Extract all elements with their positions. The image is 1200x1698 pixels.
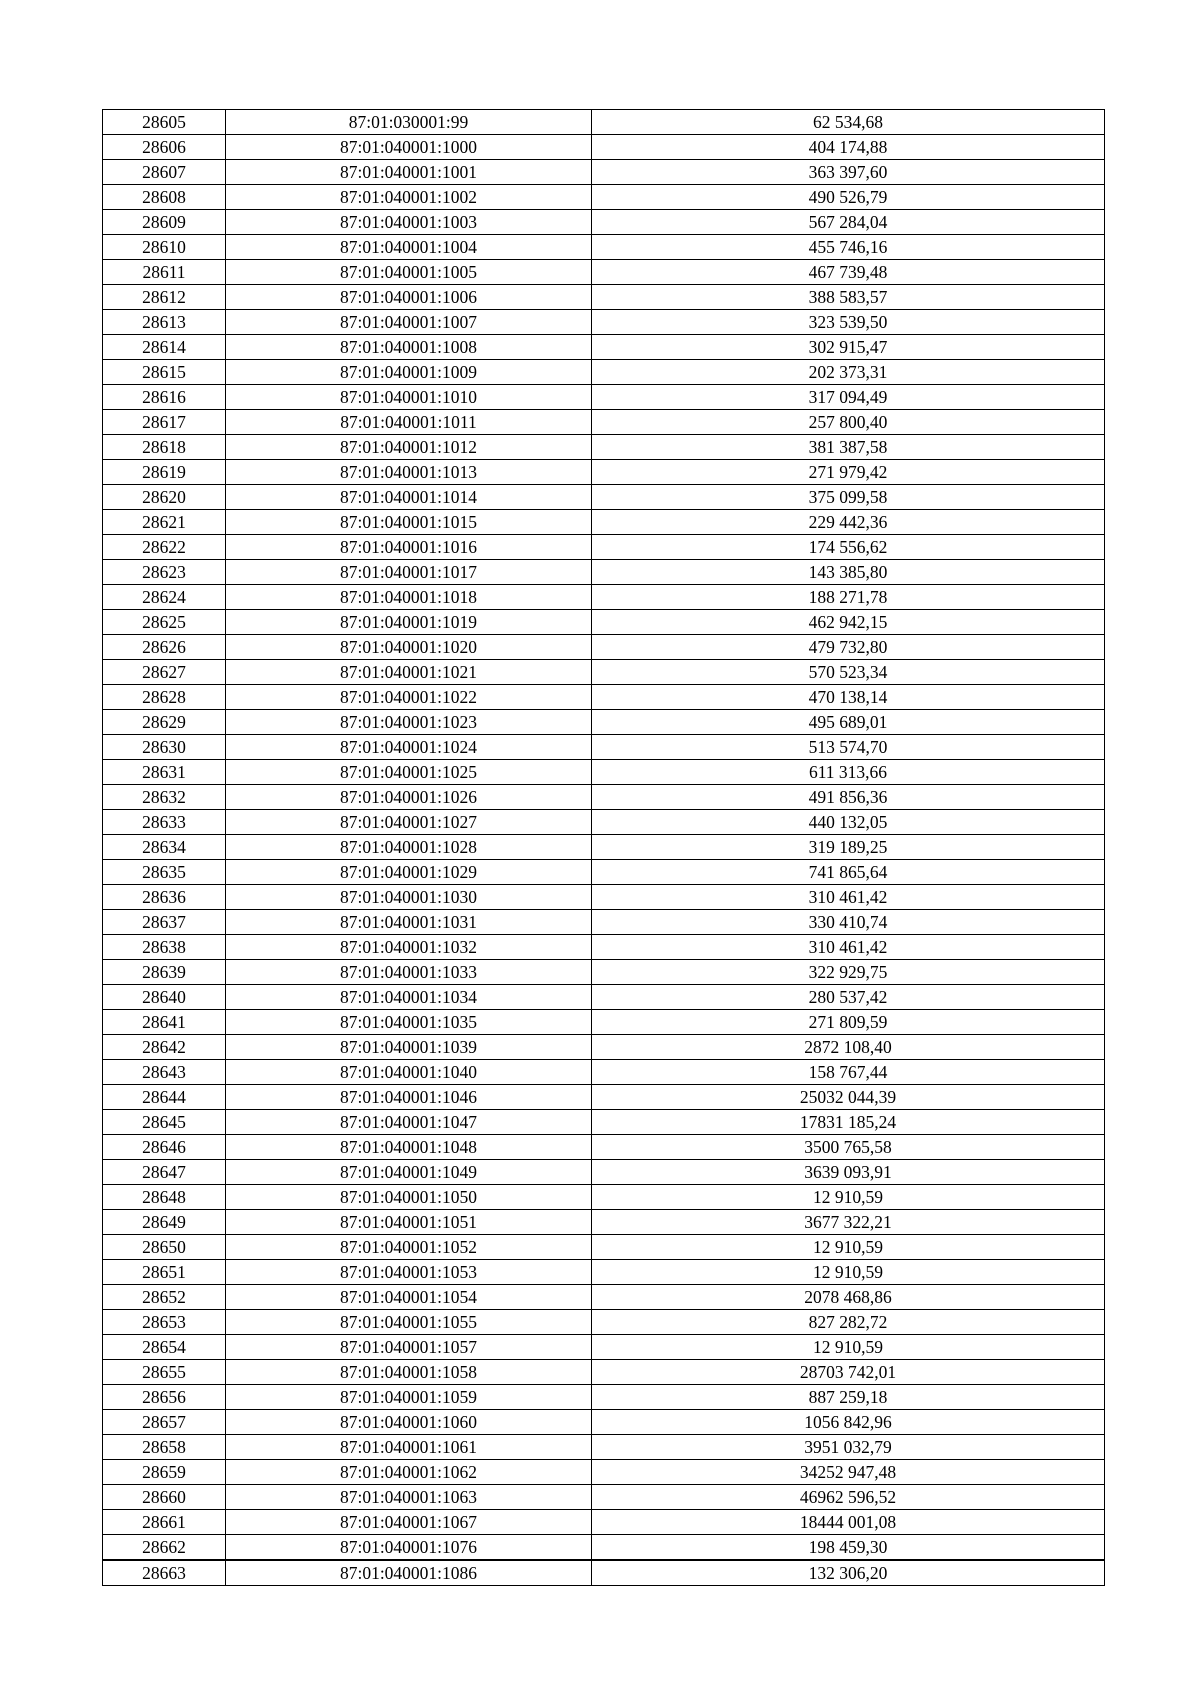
cadastral-number-cell: 87:01:040001:1002: [226, 185, 592, 210]
table-row: [103, 310, 1105, 335]
table-row: [103, 510, 1105, 535]
row-number-cell: 28646: [103, 1135, 226, 1160]
table-row: [103, 535, 1105, 560]
cadastral-number-cell: 87:01:040001:1006: [226, 285, 592, 310]
cadastral-number-cell: 87:01:040001:1007: [226, 310, 592, 335]
cadastral-number-cell: 87:01:040001:1010: [226, 385, 592, 410]
cadastral-number-cell: 87:01:040001:1030: [226, 885, 592, 910]
row-number-cell: 28631: [103, 760, 226, 785]
table-row: [103, 210, 1105, 235]
cadastral-value-cell: 317 094,49: [592, 385, 1105, 410]
row-number-cell: 28653: [103, 1310, 226, 1335]
cadastral-value-cell: 198 459,30: [592, 1535, 1105, 1561]
table-row: [103, 585, 1105, 610]
row-number-cell: 28642: [103, 1035, 226, 1060]
cadastral-value-cell: 470 138,14: [592, 685, 1105, 710]
row-number-cell: 28616: [103, 385, 226, 410]
table-row: [103, 660, 1105, 685]
cadastral-number-cell: 87:01:040001:1023: [226, 710, 592, 735]
cadastral-value-table: [102, 109, 1105, 1586]
cadastral-value-cell: 12 910,59: [592, 1260, 1105, 1285]
cadastral-value-cell: 455 746,16: [592, 235, 1105, 260]
table-row: [103, 910, 1105, 935]
cadastral-number-cell: 87:01:040001:1051: [226, 1210, 592, 1235]
cadastral-value-cell: 12 910,59: [592, 1235, 1105, 1260]
cadastral-number-cell: 87:01:040001:1061: [226, 1435, 592, 1460]
row-number-cell: 28619: [103, 460, 226, 485]
table-row: [103, 1410, 1105, 1435]
table-row: [103, 1510, 1105, 1535]
cadastral-number-cell: 87:01:040001:1008: [226, 335, 592, 360]
cadastral-value-cell: 2872 108,40: [592, 1035, 1105, 1060]
cadastral-number-cell: 87:01:040001:1059: [226, 1385, 592, 1410]
table-row: [103, 735, 1105, 760]
cadastral-value-cell: 490 526,79: [592, 185, 1105, 210]
cadastral-number-cell: 87:01:040001:1020: [226, 635, 592, 660]
cadastral-value-cell: 440 132,05: [592, 810, 1105, 835]
cadastral-value-cell: 280 537,42: [592, 985, 1105, 1010]
row-number-cell: 28615: [103, 360, 226, 385]
row-number-cell: 28635: [103, 860, 226, 885]
row-number-cell: 28609: [103, 210, 226, 235]
cadastral-value-cell: 271 979,42: [592, 460, 1105, 485]
row-number-cell: 28648: [103, 1185, 226, 1210]
cadastral-value-cell: 25032 044,39: [592, 1085, 1105, 1110]
cadastral-value-cell: 46962 596,52: [592, 1485, 1105, 1510]
table-row: [103, 235, 1105, 260]
row-number-cell: 28628: [103, 685, 226, 710]
cadastral-number-cell: 87:01:040001:1022: [226, 685, 592, 710]
table-body: [103, 110, 1105, 1586]
cadastral-value-cell: 143 385,80: [592, 560, 1105, 585]
table-row: [103, 810, 1105, 835]
table-row: [103, 685, 1105, 710]
row-number-cell: 28630: [103, 735, 226, 760]
cadastral-number-cell: 87:01:040001:1003: [226, 210, 592, 235]
row-number-cell: 28658: [103, 1435, 226, 1460]
table-row: [103, 1360, 1105, 1385]
row-number-cell: 28612: [103, 285, 226, 310]
cadastral-number-cell: 87:01:040001:1031: [226, 910, 592, 935]
table-row: [103, 560, 1105, 585]
cadastral-number-cell: 87:01:040001:1021: [226, 660, 592, 685]
cadastral-number-cell: 87:01:040001:1049: [226, 1160, 592, 1185]
cadastral-number-cell: 87:01:040001:1028: [226, 835, 592, 860]
cadastral-value-cell: 132 306,20: [592, 1560, 1105, 1586]
cadastral-number-cell: 87:01:040001:1057: [226, 1335, 592, 1360]
cadastral-number-cell: 87:01:040001:1009: [226, 360, 592, 385]
cadastral-number-cell: 87:01:040001:1027: [226, 810, 592, 835]
table-row: [103, 385, 1105, 410]
cadastral-value-cell: 310 461,42: [592, 935, 1105, 960]
cadastral-number-cell: 87:01:040001:1050: [226, 1185, 592, 1210]
table-row: [103, 435, 1105, 460]
row-number-cell: 28657: [103, 1410, 226, 1435]
row-number-cell: 28634: [103, 835, 226, 860]
table-row: [103, 160, 1105, 185]
cadastral-value-cell: 271 809,59: [592, 1010, 1105, 1035]
row-number-cell: 28659: [103, 1460, 226, 1485]
cadastral-number-cell: 87:01:040001:1058: [226, 1360, 592, 1385]
row-number-cell: 28629: [103, 710, 226, 735]
table-row: [103, 860, 1105, 885]
table-row: [103, 1310, 1105, 1335]
cadastral-value-cell: 887 259,18: [592, 1385, 1105, 1410]
table-row: [103, 1560, 1105, 1586]
cadastral-number-cell: 87:01:040001:1063: [226, 1485, 592, 1510]
row-number-cell: 28627: [103, 660, 226, 685]
cadastral-number-cell: 87:01:040001:1026: [226, 785, 592, 810]
cadastral-number-cell: 87:01:040001:1052: [226, 1235, 592, 1260]
cadastral-value-cell: 567 284,04: [592, 210, 1105, 235]
table-row: [103, 285, 1105, 310]
row-number-cell: 28605: [103, 110, 226, 135]
cadastral-value-cell: 323 539,50: [592, 310, 1105, 335]
cadastral-number-cell: 87:01:040001:1046: [226, 1085, 592, 1110]
table-row: [103, 710, 1105, 735]
table-row: [103, 1335, 1105, 1360]
table-row: [103, 635, 1105, 660]
cadastral-number-cell: 87:01:040001:1005: [226, 260, 592, 285]
cadastral-number-cell: 87:01:040001:1086: [226, 1560, 592, 1586]
row-number-cell: 28640: [103, 985, 226, 1010]
row-number-cell: 28663: [103, 1560, 226, 1586]
cadastral-value-cell: 62 534,68: [592, 110, 1105, 135]
row-number-cell: 28643: [103, 1060, 226, 1085]
cadastral-value-cell: 479 732,80: [592, 635, 1105, 660]
cadastral-number-cell: 87:01:040001:1011: [226, 410, 592, 435]
cadastral-number-cell: 87:01:040001:1001: [226, 160, 592, 185]
cadastral-value-cell: 158 767,44: [592, 1060, 1105, 1085]
cadastral-number-cell: 87:01:040001:1004: [226, 235, 592, 260]
table-row: [103, 260, 1105, 285]
cadastral-value-cell: 570 523,34: [592, 660, 1105, 685]
table-row: [103, 185, 1105, 210]
row-number-cell: 28656: [103, 1385, 226, 1410]
cadastral-value-cell: 462 942,15: [592, 610, 1105, 635]
row-number-cell: 28641: [103, 1010, 226, 1035]
table-row: [103, 1235, 1105, 1260]
cadastral-value-cell: 467 739,48: [592, 260, 1105, 285]
table-row: [103, 1435, 1105, 1460]
cadastral-value-cell: 1056 842,96: [592, 1410, 1105, 1435]
cadastral-value-cell: 12 910,59: [592, 1335, 1105, 1360]
cadastral-value-cell: 174 556,62: [592, 535, 1105, 560]
row-number-cell: 28661: [103, 1510, 226, 1535]
row-number-cell: 28636: [103, 885, 226, 910]
row-number-cell: 28637: [103, 910, 226, 935]
row-number-cell: 28654: [103, 1335, 226, 1360]
row-number-cell: 28638: [103, 935, 226, 960]
table-row: [103, 1010, 1105, 1035]
cadastral-number-cell: 87:01:040001:1015: [226, 510, 592, 535]
cadastral-value-cell: 310 461,42: [592, 885, 1105, 910]
table-row: [103, 135, 1105, 160]
row-number-cell: 28607: [103, 160, 226, 185]
row-number-cell: 28639: [103, 960, 226, 985]
cadastral-number-cell: 87:01:040001:1047: [226, 1110, 592, 1135]
cadastral-value-cell: 375 099,58: [592, 485, 1105, 510]
table-row: [103, 960, 1105, 985]
table-row: [103, 760, 1105, 785]
table-row: [103, 885, 1105, 910]
row-number-cell: 28624: [103, 585, 226, 610]
row-number-cell: 28606: [103, 135, 226, 160]
row-number-cell: 28608: [103, 185, 226, 210]
cadastral-value-cell: 322 929,75: [592, 960, 1105, 985]
cadastral-number-cell: 87:01:040001:1033: [226, 960, 592, 985]
cadastral-number-cell: 87:01:040001:1035: [226, 1010, 592, 1035]
cadastral-value-cell: 513 574,70: [592, 735, 1105, 760]
row-number-cell: 28633: [103, 810, 226, 835]
cadastral-value-cell: 34252 947,48: [592, 1460, 1105, 1485]
row-number-cell: 28614: [103, 335, 226, 360]
row-number-cell: 28650: [103, 1235, 226, 1260]
cadastral-number-cell: 87:01:040001:1012: [226, 435, 592, 460]
row-number-cell: 28626: [103, 635, 226, 660]
table-row: [103, 1535, 1105, 1561]
cadastral-value-cell: 3639 093,91: [592, 1160, 1105, 1185]
table-row: [103, 835, 1105, 860]
table-row: [103, 985, 1105, 1010]
cadastral-number-cell: 87:01:030001:99: [226, 110, 592, 135]
cadastral-value-cell: 381 387,58: [592, 435, 1105, 460]
table-row: [103, 610, 1105, 635]
cadastral-number-cell: 87:01:040001:1076: [226, 1535, 592, 1561]
cadastral-number-cell: 87:01:040001:1039: [226, 1035, 592, 1060]
cadastral-number-cell: 87:01:040001:1013: [226, 460, 592, 485]
cadastral-value-cell: 28703 742,01: [592, 1360, 1105, 1385]
cadastral-value-cell: 388 583,57: [592, 285, 1105, 310]
table-row: [103, 1135, 1105, 1160]
table-row: [103, 1110, 1105, 1135]
row-number-cell: 28632: [103, 785, 226, 810]
row-number-cell: 28621: [103, 510, 226, 535]
cadastral-number-cell: 87:01:040001:1019: [226, 610, 592, 635]
cadastral-value-cell: 188 271,78: [592, 585, 1105, 610]
table-row: [103, 1460, 1105, 1485]
table-row: [103, 1160, 1105, 1185]
cadastral-number-cell: 87:01:040001:1014: [226, 485, 592, 510]
cadastral-number-cell: 87:01:040001:1016: [226, 535, 592, 560]
cadastral-number-cell: 87:01:040001:1000: [226, 135, 592, 160]
cadastral-number-cell: 87:01:040001:1025: [226, 760, 592, 785]
row-number-cell: 28623: [103, 560, 226, 585]
cadastral-value-cell: 495 689,01: [592, 710, 1105, 735]
cadastral-value-cell: 330 410,74: [592, 910, 1105, 935]
cadastral-value-cell: 491 856,36: [592, 785, 1105, 810]
row-number-cell: 28652: [103, 1285, 226, 1310]
cadastral-number-cell: 87:01:040001:1034: [226, 985, 592, 1010]
cadastral-number-cell: 87:01:040001:1055: [226, 1310, 592, 1335]
cadastral-value-cell: 611 313,66: [592, 760, 1105, 785]
row-number-cell: 28644: [103, 1085, 226, 1110]
cadastral-value-cell: 229 442,36: [592, 510, 1105, 535]
table-row: [103, 360, 1105, 385]
row-number-cell: 28645: [103, 1110, 226, 1135]
row-number-cell: 28647: [103, 1160, 226, 1185]
cadastral-value-cell: 363 397,60: [592, 160, 1105, 185]
cadastral-number-cell: 87:01:040001:1029: [226, 860, 592, 885]
cadastral-value-cell: 12 910,59: [592, 1185, 1105, 1210]
row-number-cell: 28649: [103, 1210, 226, 1235]
cadastral-number-cell: 87:01:040001:1054: [226, 1285, 592, 1310]
table-row: [103, 785, 1105, 810]
cadastral-number-cell: 87:01:040001:1067: [226, 1510, 592, 1535]
table-row: [103, 1385, 1105, 1410]
cadastral-number-cell: 87:01:040001:1024: [226, 735, 592, 760]
cadastral-value-cell: 3500 765,58: [592, 1135, 1105, 1160]
cadastral-number-cell: 87:01:040001:1048: [226, 1135, 592, 1160]
cadastral-value-cell: 827 282,72: [592, 1310, 1105, 1335]
cadastral-number-cell: 87:01:040001:1053: [226, 1260, 592, 1285]
row-number-cell: 28651: [103, 1260, 226, 1285]
table-row: [103, 1260, 1105, 1285]
cadastral-value-cell: 404 174,88: [592, 135, 1105, 160]
cadastral-value-cell: 17831 185,24: [592, 1110, 1105, 1135]
cadastral-value-cell: 3951 032,79: [592, 1435, 1105, 1460]
table-row: [103, 485, 1105, 510]
row-number-cell: 28655: [103, 1360, 226, 1385]
table-row: [103, 1285, 1105, 1310]
row-number-cell: 28610: [103, 235, 226, 260]
cadastral-value-cell: 3677 322,21: [592, 1210, 1105, 1235]
table-row: [103, 1485, 1105, 1510]
cadastral-value-cell: 302 915,47: [592, 335, 1105, 360]
table-row: [103, 1185, 1105, 1210]
table-row: [103, 110, 1105, 135]
cadastral-number-cell: 87:01:040001:1040: [226, 1060, 592, 1085]
table-row: [103, 1035, 1105, 1060]
row-number-cell: 28625: [103, 610, 226, 635]
cadastral-number-cell: 87:01:040001:1062: [226, 1460, 592, 1485]
table-row: [103, 335, 1105, 360]
cadastral-number-cell: 87:01:040001:1017: [226, 560, 592, 585]
table-row: [103, 1210, 1105, 1235]
cadastral-value-cell: 202 373,31: [592, 360, 1105, 385]
cadastral-value-cell: 257 800,40: [592, 410, 1105, 435]
table-row: [103, 410, 1105, 435]
row-number-cell: 28611: [103, 260, 226, 285]
row-number-cell: 28662: [103, 1535, 226, 1561]
table-row: [103, 460, 1105, 485]
row-number-cell: 28620: [103, 485, 226, 510]
row-number-cell: 28618: [103, 435, 226, 460]
cadastral-number-cell: 87:01:040001:1060: [226, 1410, 592, 1435]
row-number-cell: 28613: [103, 310, 226, 335]
cadastral-value-cell: 2078 468,86: [592, 1285, 1105, 1310]
row-number-cell: 28617: [103, 410, 226, 435]
cadastral-value-cell: 319 189,25: [592, 835, 1105, 860]
cadastral-number-cell: 87:01:040001:1032: [226, 935, 592, 960]
table-row: [103, 1060, 1105, 1085]
cadastral-number-cell: 87:01:040001:1018: [226, 585, 592, 610]
table-row: [103, 1085, 1105, 1110]
cadastral-value-cell: 18444 001,08: [592, 1510, 1105, 1535]
row-number-cell: 28660: [103, 1485, 226, 1510]
table-row: [103, 935, 1105, 960]
cadastral-value-cell: 741 865,64: [592, 860, 1105, 885]
row-number-cell: 28622: [103, 535, 226, 560]
